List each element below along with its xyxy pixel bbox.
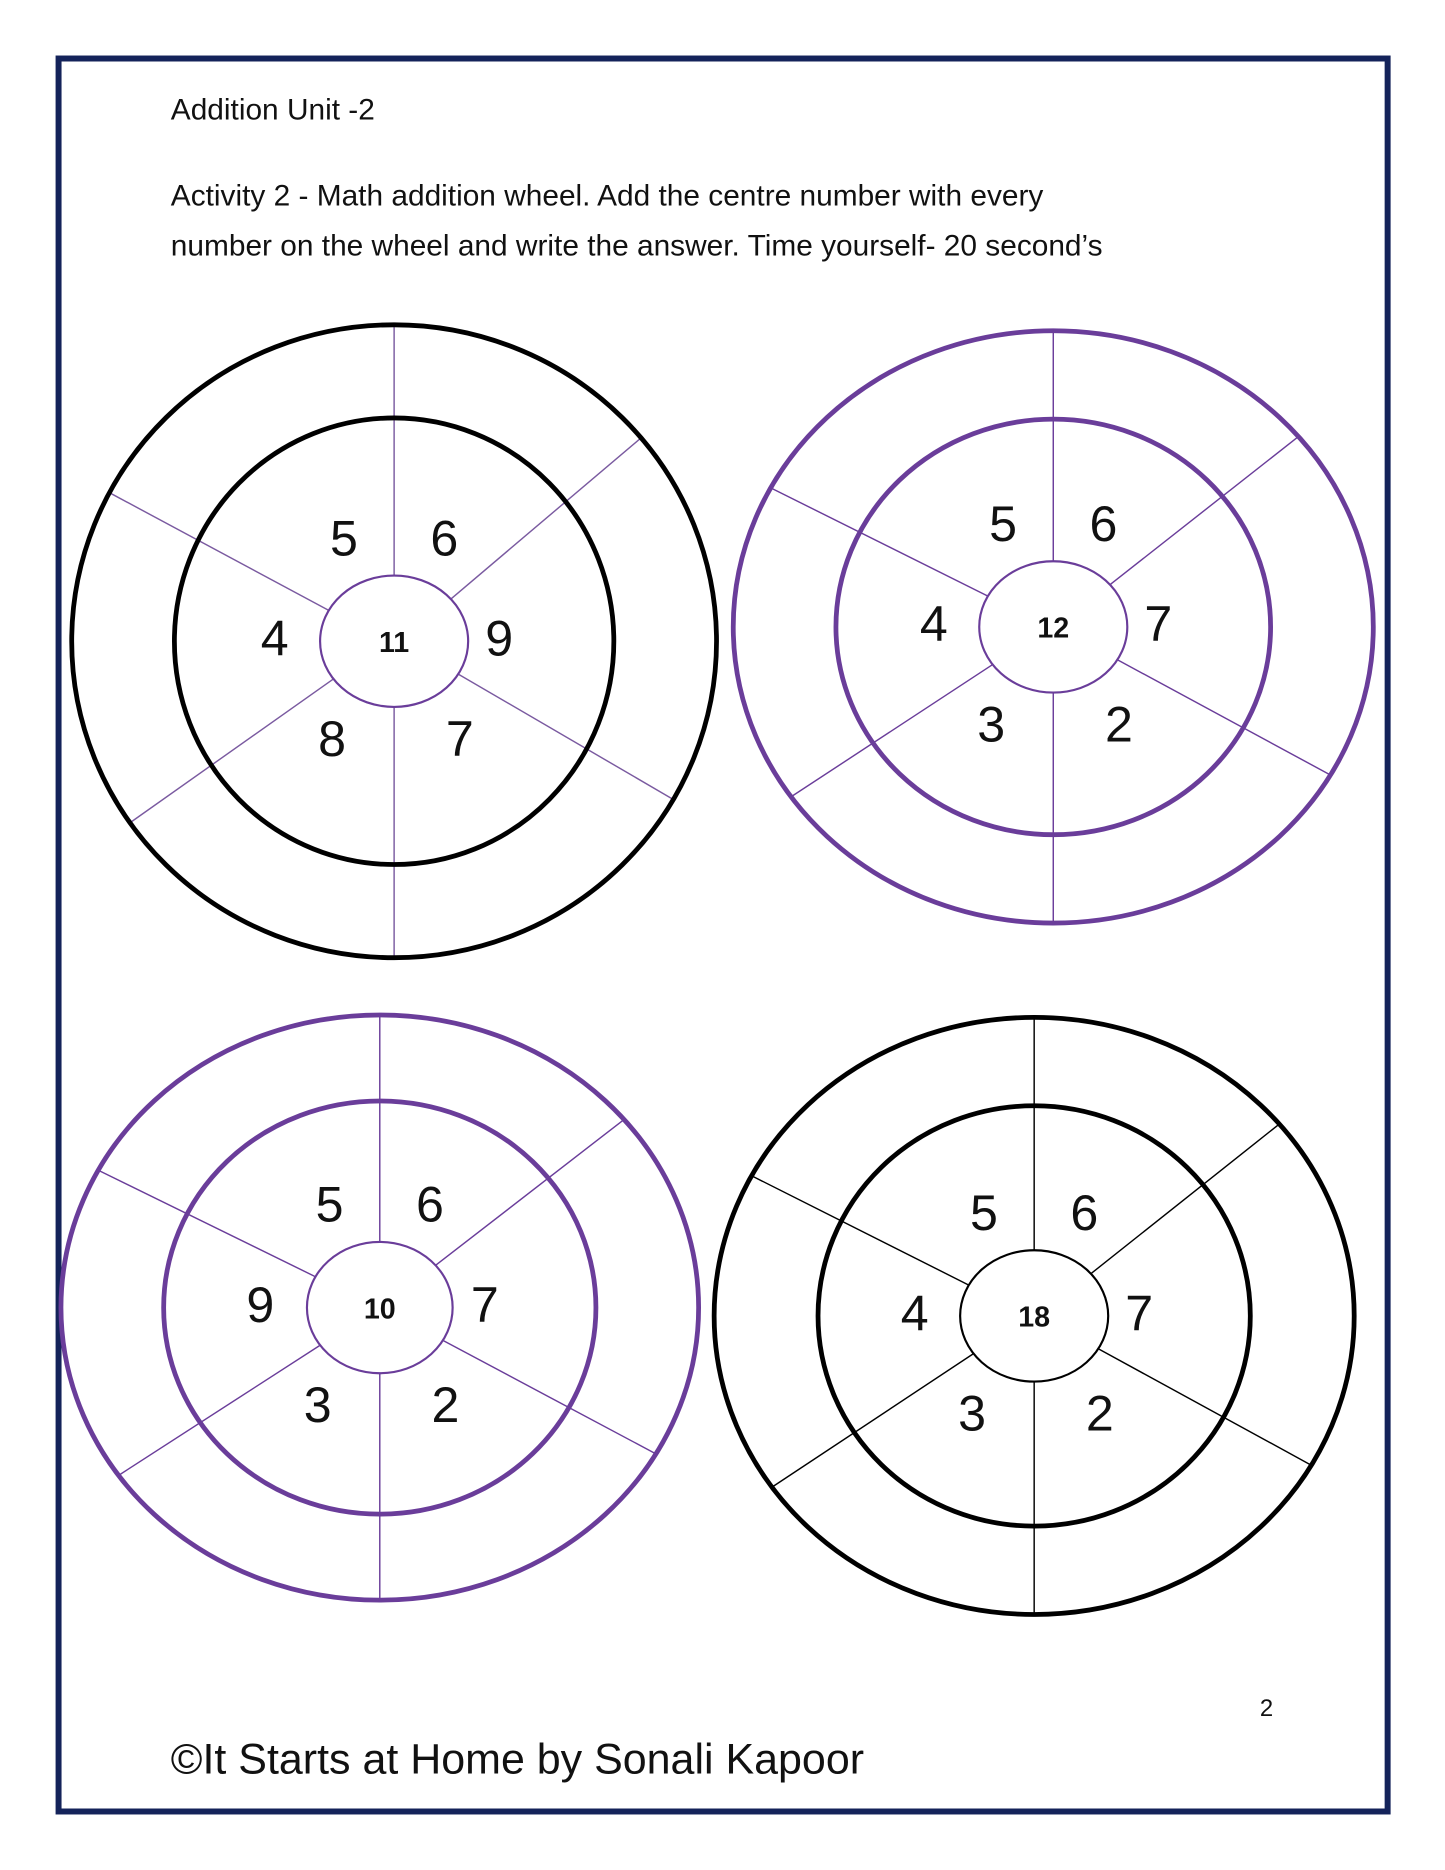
wheel-number: 5 (330, 510, 358, 567)
wheel-number: 5 (989, 495, 1018, 552)
wheel-number: 2 (431, 1377, 460, 1434)
wheel-number: 6 (430, 510, 459, 567)
addition-wheel (61, 1015, 699, 1600)
center-number: 12 (1037, 612, 1070, 645)
wheel-spoke (436, 1120, 624, 1266)
wheel-spoke (109, 493, 328, 611)
center-number: 11 (378, 626, 410, 659)
wheel-number: 7 (445, 710, 474, 767)
wheel-number: 2 (1085, 1385, 1114, 1442)
wheel-number: 3 (303, 1377, 332, 1434)
wheel-number: 4 (260, 610, 289, 667)
wheel-number: 3 (977, 696, 1006, 753)
addition-wheel (72, 325, 717, 958)
wheel-spoke (451, 438, 641, 599)
wheel-number: 6 (415, 1176, 444, 1233)
wheel-spoke (772, 1354, 974, 1488)
wheel-number: 6 (1070, 1184, 1099, 1241)
wheel-number: 5 (315, 1176, 344, 1233)
center-number: 18 (1018, 1301, 1051, 1334)
wheel-number: 7 (1125, 1285, 1154, 1342)
addition-wheel (733, 331, 1373, 923)
wheel-number: 6 (1089, 495, 1118, 552)
wheel-number: 7 (1144, 596, 1173, 653)
wheel-number: 9 (485, 610, 514, 667)
wheel-number: 9 (246, 1276, 275, 1333)
wheel-spoke (130, 679, 333, 823)
wheel-spoke (1091, 1124, 1279, 1274)
wheel-number: 8 (318, 710, 346, 767)
page-number: 2 (1259, 1694, 1274, 1722)
wheel-number: 2 (1105, 696, 1133, 753)
page-border (59, 59, 1388, 1812)
wheel-number: 5 (970, 1184, 998, 1241)
unit-title: Addition Unit -2 (170, 93, 375, 127)
instructions-line-1: Activity 2 - Math addition wheel. Add the centre number with every (170, 179, 1044, 213)
wheel-number: 4 (900, 1285, 929, 1342)
wheel-spoke (791, 665, 993, 797)
wheel-spoke (1110, 437, 1298, 585)
wheel-number: 3 (958, 1385, 987, 1442)
addition-wheel (714, 1017, 1354, 1614)
instructions-line-2: number on the wheel and write the answer. Time yourself- 20 second’s (170, 229, 1103, 263)
center-number: 10 (363, 1293, 396, 1326)
wheel-spoke (119, 1345, 321, 1475)
wheel-number: 7 (470, 1276, 499, 1333)
wheel-number: 4 (919, 596, 948, 653)
copyright-footer: ©It Starts at Home by Sonali Kapoor (170, 1735, 865, 1784)
